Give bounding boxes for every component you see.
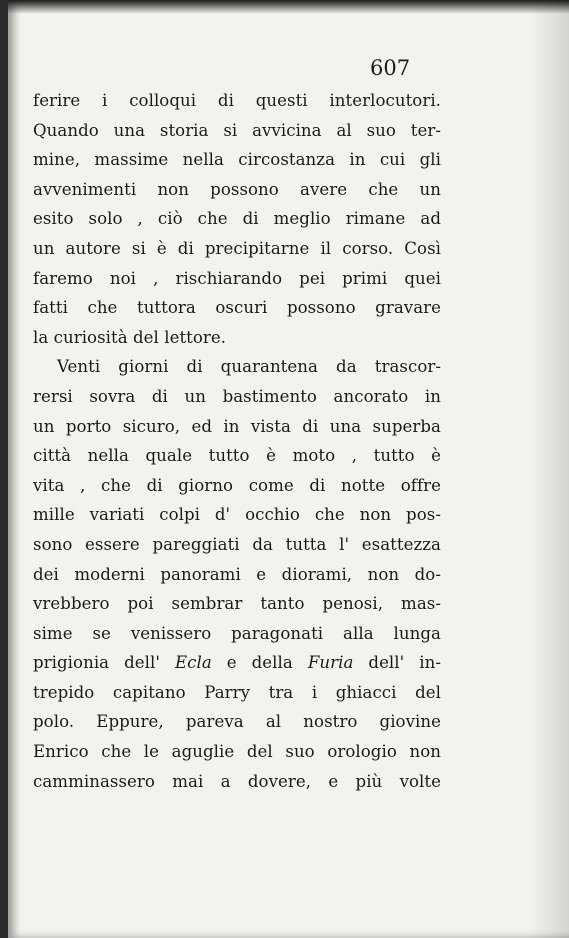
text-line: Enrico che le aguglie del suo orologio non <box>33 742 441 762</box>
text-line: fatti che tuttora oscuri possono gravare <box>33 298 441 318</box>
italic-ship-name: Ecla <box>174 653 212 673</box>
text-line <box>33 648 441 678</box>
text-line: mille variati colpi d' occhio che non pos- <box>33 505 441 525</box>
text-line: faremo noi , rischiarando pei primi quei <box>33 268 441 288</box>
text-line: trepido capitano Parry tra i ghiacci del <box>33 682 441 702</box>
text-line: ferire i colloqui di questi interlocutori. <box>33 91 441 110</box>
text-line: polo. Eppure, pareva al nostro giovine <box>33 712 441 732</box>
text-line: sono essere pareggiati da tutta l' esattezza <box>33 534 441 554</box>
text-line <box>33 619 441 649</box>
text-line: rersi sovra di un bastimento ancorato in <box>33 386 441 406</box>
text-line: mine, massime nella circostanza in cui gli <box>33 150 441 170</box>
text-line: città nella quale tutto è moto , tutto è <box>33 446 441 466</box>
text-segment: dell' in- <box>353 653 441 673</box>
text-line: camminassero mai a dovere, e più volte <box>33 771 441 791</box>
text-line: vrebbero poi sembrar tanto penosi, mas- <box>33 594 441 614</box>
book-page <box>8 0 569 938</box>
text-line: un porto sicuro, ed in vista di una superba <box>33 416 441 436</box>
text-line: Quando una storia si avvicina al suo ter- <box>33 120 441 140</box>
page-number: 607 <box>370 56 411 80</box>
body-text <box>33 86 441 796</box>
text-line: un autore si è di precipitarne il corso. Così <box>33 238 441 258</box>
italic-ship-name: Furia <box>307 653 354 673</box>
page-shadow <box>529 0 569 938</box>
text-segment: sime se venissero paragonati alla lunga <box>33 623 441 643</box>
text-segment: prigionia dell' <box>33 653 175 673</box>
text-segment: e della <box>211 653 308 673</box>
page-top-edge <box>8 0 569 14</box>
text-line: Venti giorni di quarantena da trascor- <box>57 357 441 377</box>
text-line: esito solo , ciò che di meglio rimane ad <box>33 209 441 229</box>
text-line: la curiosità del lettore. <box>33 327 227 347</box>
text-line: avvenimenti non possono avere che un <box>33 179 441 199</box>
text-line: vita , che di giorno come di notte offre <box>33 475 441 495</box>
text-line: dei moderni panorami e diorami, non do- <box>33 564 441 584</box>
